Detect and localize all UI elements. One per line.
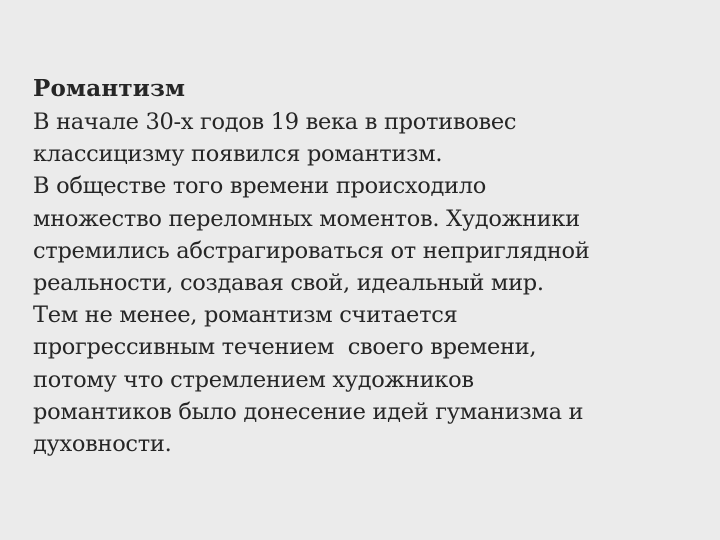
body-line: реальности, создавая свой, идеальный мир. (33, 270, 544, 297)
slide-content (33, 72, 693, 460)
body-line: множество переломных моментов. Художники (33, 205, 580, 232)
body-line: стремились абстрагироваться от неприглядной (33, 237, 590, 264)
body-line: В начале 30-х годов 19 века в противовес (33, 109, 517, 135)
slide-title: Романтизм (33, 75, 186, 102)
body-line: классицизму появился романтизм. (33, 141, 443, 168)
body-line: духовности. (33, 431, 172, 458)
body-line: прогрессивным течением своего времени, (33, 334, 537, 361)
body-line: Тем не менее, романтизм считается (33, 302, 458, 329)
body-line: потому что стремлением художников (33, 366, 474, 393)
slide-body (33, 106, 693, 460)
body-line: В обществе того времени происходило (33, 173, 486, 200)
body-line: романтиков было донесение идей гуманизма и (33, 398, 584, 425)
